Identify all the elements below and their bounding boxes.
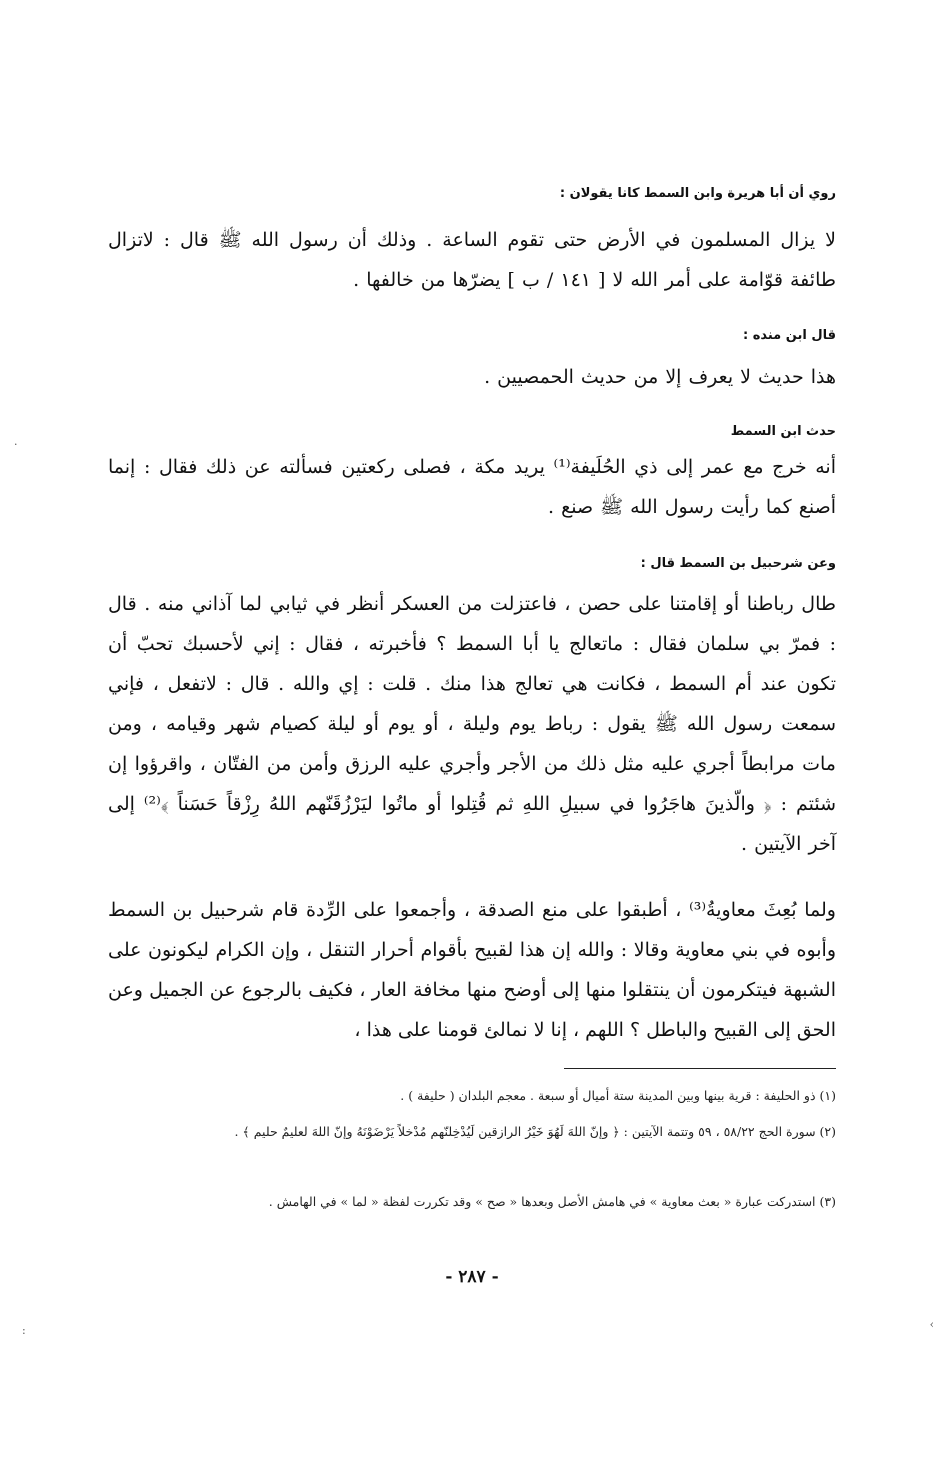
- scan-mark-dots: :: [22, 1324, 26, 1337]
- page-number: - ٢٨٧ -: [445, 1267, 499, 1287]
- section-heading-shurahbil: وعن شرحبيل بن السمط قال :: [640, 556, 836, 571]
- paragraph-ibn-manda-comment: هذا حديث لا يعرف إلا من حديث الحمصيين .: [484, 366, 836, 388]
- paragraph-hadith-taifa: لا يزال المسلمون في الأرض حتى تقوم الساعة . وذلك أن رسول الله ﷺ قال : لاتزال طائفة قوّامة على أمر الله لا [ ١٤١ / ب ] يضرّها من خالفها .: [108, 229, 836, 291]
- section-heading-ibn-manda: قال ابن منده :: [742, 328, 836, 343]
- footnote-2: (٢) سورة الحج ٥٨/٢٢ ، ٥٩ وتتمة الآيتين : ﴿ وإنّ اللهَ لَهُوَ خَيْرُ الرازقين لَيُدْخِلنّهم مُدْخلاً يَرْضَوْنَهُ وإنّ اللهَ لعليمٌ حليم ﴾ .: [234, 1124, 836, 1139]
- section-heading-abu-hurayra: روي أن أبا هريرة وابن السمط كانا يقولان :: [559, 186, 836, 201]
- footnote-3: (٣) استدركت عبارة « بعث معاوية » في هامش الأصل وبعدها « صح » وقد تكررت لفظة « لما » في الهامش .: [268, 1194, 836, 1209]
- section-heading-ibn-alsamt: حدث ابن السمط: [730, 424, 836, 439]
- paragraph-dhul-hulayfa: أنه خرج مع عمر إلى ذي الحُلَيفة⁽¹⁾ يريد مكة ، فصلى ركعتين فسألته عن ذلك فقال : إنما أصنع كما رأيت رسول الله ﷺ صنع .: [108, 456, 837, 518]
- footnote-1: (١) ذو الحليفة : قرية بينها وبين المدينة ستة أميال أو سبعة . معجم البلدان ( حليفة ) .: [400, 1088, 836, 1103]
- paragraph-ribat: طال رباطنا أو إقامتنا على حصن ، فاعتزلت من العسكر أنظر في ثيابي لما آذاني منه . قال : فمرّ بي سلمان فقال : ماتعالج يا أبا السمط ؟ فأخبرته ، فقال : إني لأحسبك تحبّ أن تكون عند أم السمط ، فكانت هي تعالج هذا منك . قلت : إي والله . قال : لاتفعل ، فإني سمعت رسول الله ﷺ يقول : رباط يوم وليلة ، أو يوم أو ليلة كصيام شهر وقيامه ، ومن مات مرابطاً أجري عليه مثل ذلك من الأجر وأجري عليه الرزق وأمن من الفتّان ، واقرؤوا إن شئتم : ﴿ والّذينَ هاجَرُوا في سبيلِ اللهِ ثم قُتِلوا أو ماتُوا ليَرْزُقَنّهم اللهُ رِزْقاً حَسَناً ﴾⁽²⁾ إلى آخر الآيتين .: [108, 593, 836, 855]
- scan-mark-tick: ‹: [929, 1318, 934, 1331]
- paragraph-muawiya: ولما بُعِثَ معاويةُ⁽³⁾ ، أطبقوا على منع الصدقة ، وأجمعوا على الرِّدة قام شرحبيل بن السمط وأبوه في بني معاوية وقالا : والله إن هذا لقبيح بأقوام أحرار التنقل ، وإن الكرام ليكونون على الشبهة فيتكرمون أن ينتقلوا منها إلى أوضح منها مخافة العار ، فكيف بالرجوع عن الجميل وعن الحق إلى القبيح والباطل ؟ اللهم ، إنا لا نمالئ قومنا على هذا ،: [108, 899, 836, 1041]
- footnote-divider: [564, 1068, 836, 1069]
- scan-mark-dot: ·: [14, 438, 18, 451]
